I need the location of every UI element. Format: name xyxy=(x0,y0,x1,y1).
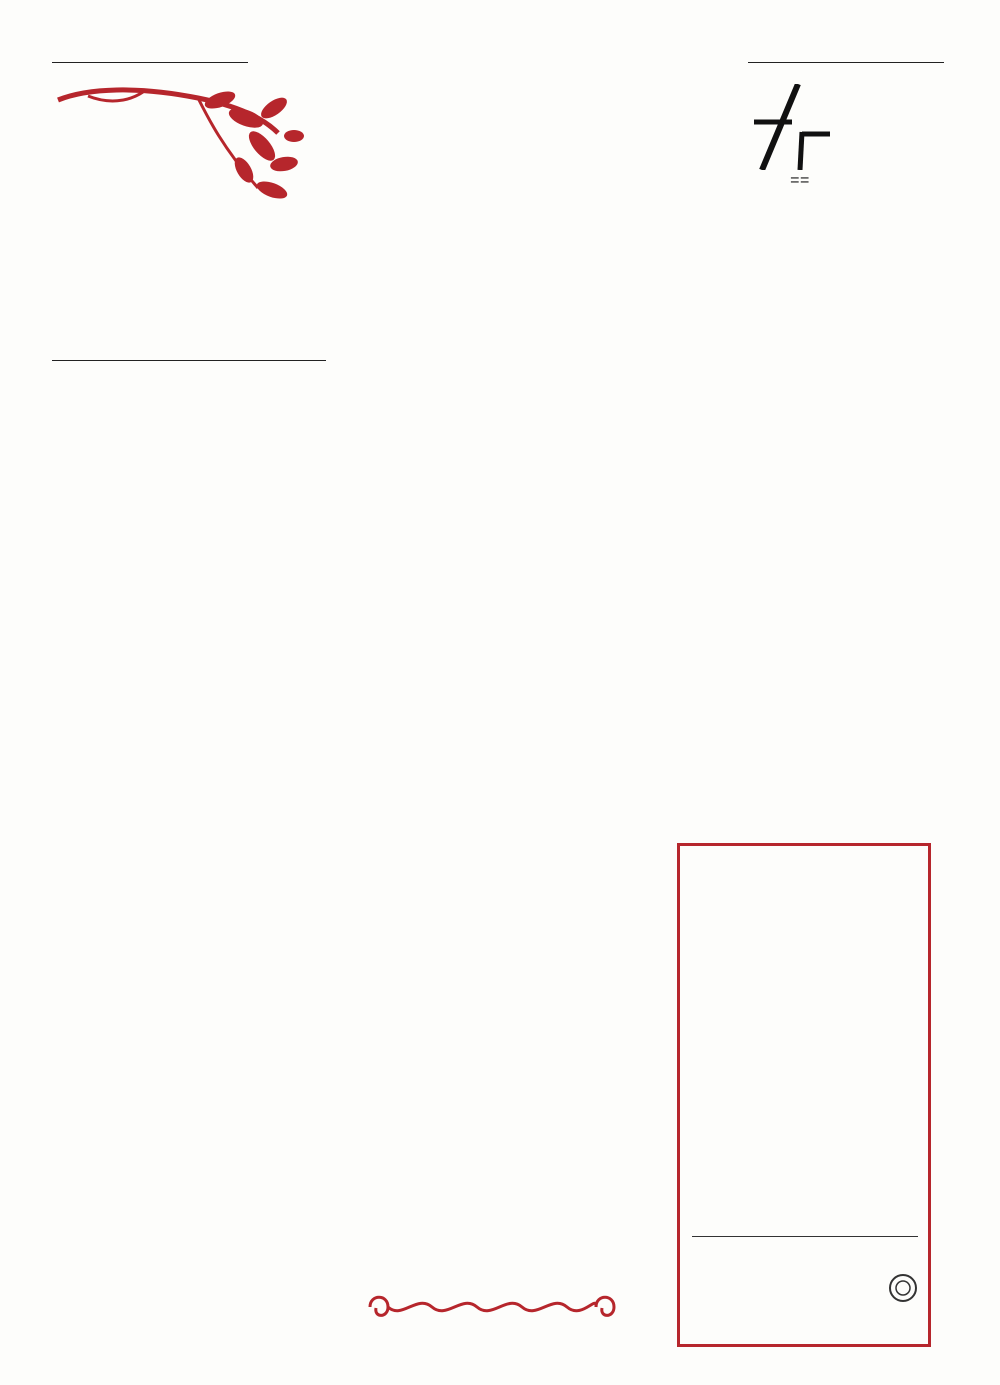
floral-ornament-icon xyxy=(48,78,308,208)
header-rule-left xyxy=(52,62,248,63)
aiello-tour-name: == xyxy=(790,172,810,189)
section-divider xyxy=(52,360,326,361)
colophon xyxy=(692,1236,918,1243)
aiello-tour-logo-icon xyxy=(752,84,832,170)
header-rule-right xyxy=(748,62,944,63)
subscription-box xyxy=(677,843,931,1347)
scroll-ornament-icon xyxy=(362,1290,622,1324)
seal-icon xyxy=(888,1273,918,1303)
